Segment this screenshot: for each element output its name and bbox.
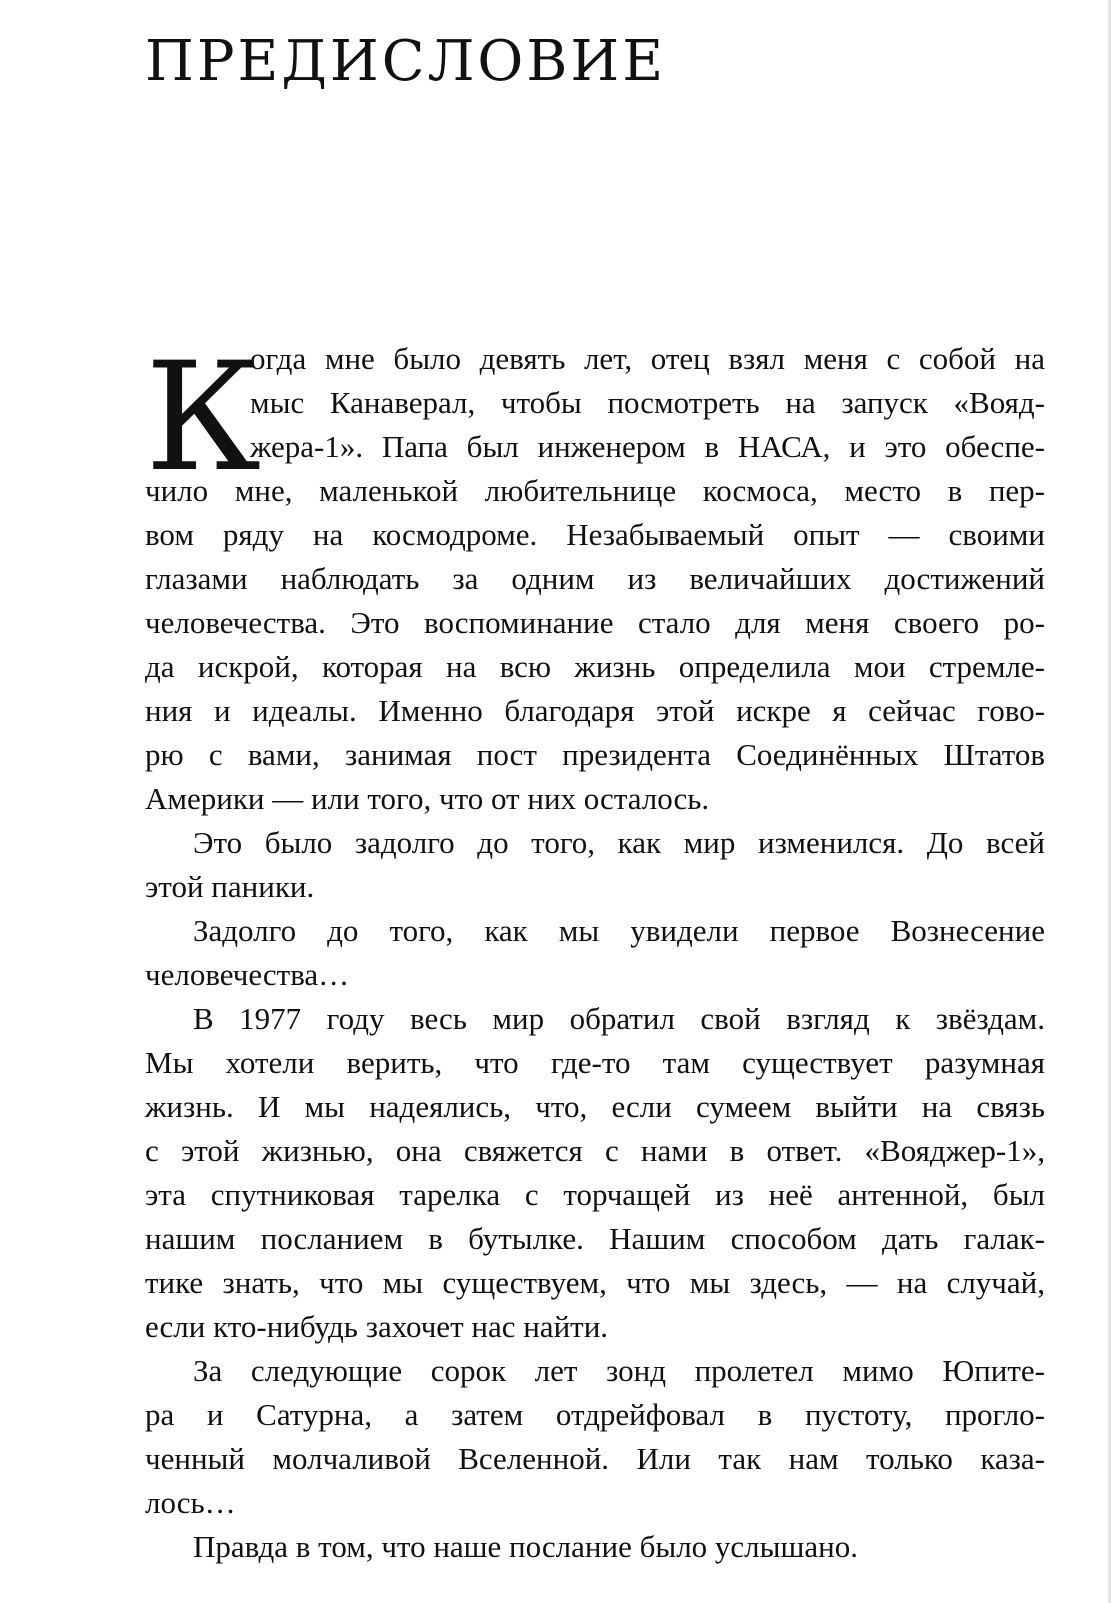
text-line: человечества…: [145, 957, 350, 992]
text-line: нашим посланием в бутылке. Нашим способом дать галак-: [145, 1221, 1045, 1256]
text-line: чило мне, маленькой любительнице космоса, место в пер-: [145, 473, 1045, 508]
text-line: да искрой, которая на всю жизнь определила мои стремле-: [145, 649, 1045, 684]
text-line: Правда в том, что наше послание было услышано.: [193, 1529, 858, 1564]
chapter-title: ПРЕДИСЛОВИЕ: [145, 29, 667, 94]
text-line: вом ряду на космодроме. Незабываемый опыт — своими: [145, 517, 1045, 552]
text-line: За следующие сорок лет зонд пролетел мимо Юпите-: [193, 1353, 1045, 1388]
text-line: этой паники.: [145, 869, 315, 904]
text-line: В 1977 году весь мир обратил свой взгляд к звёздам.: [193, 1001, 1045, 1036]
text-line: с этой жизнью, она свяжется с нами в ответ. «Вояджер-1»,: [145, 1133, 1045, 1168]
text-line: рю с вами, занимая пост президента Соединённых Штатов: [145, 737, 1045, 772]
text-line: лось…: [145, 1485, 236, 1520]
text-line: Задолго до того, как мы увидели первое Вознесение: [193, 913, 1045, 948]
text-line: ра и Сатурна, а затем отдрейфовал в пустоту, прогло-: [145, 1397, 1045, 1432]
text-line: если кто-нибудь захочет нас найти.: [145, 1309, 609, 1344]
chapter-body: [145, 331, 1045, 1569]
text-line: Это было задолго до того, как мир изменился. До всей: [193, 825, 1045, 860]
text-line: жизнь. И мы надеялись, что, если сумеем выйти на связь: [145, 1089, 1045, 1124]
text-line: Мы хотели верить, что где-то там существует разумная: [145, 1045, 1045, 1080]
text-line: эта спутниковая тарелка с торчащей из неё антенной, был: [145, 1177, 1045, 1212]
text-line: Америки — или того, что от них осталось.: [145, 781, 710, 816]
text-line: человечества. Это воспоминание стало для меня своего ро-: [145, 605, 1045, 640]
text-line: мыс Канаверал, чтобы посмотреть на запуск «Вояд-: [250, 385, 1045, 420]
text-line: тике знать, что мы существуем, что мы здесь, — на случай,: [145, 1265, 1045, 1300]
text-line: ченный молчаливой Вселенной. Или так нам только каза-: [145, 1441, 1045, 1476]
text-line: ния и идеалы. Именно благодаря этой искре я сейчас гово-: [145, 693, 1045, 728]
text-line: жера-1». Папа был инженером в НАСА, и это обеспе-: [250, 429, 1045, 464]
text-line: глазами наблюдать за одним из величайших достижений: [145, 561, 1045, 596]
text-line: огда мне было девять лет, отец взял меня с собой на: [250, 341, 1045, 376]
drop-cap: К: [145, 331, 262, 505]
